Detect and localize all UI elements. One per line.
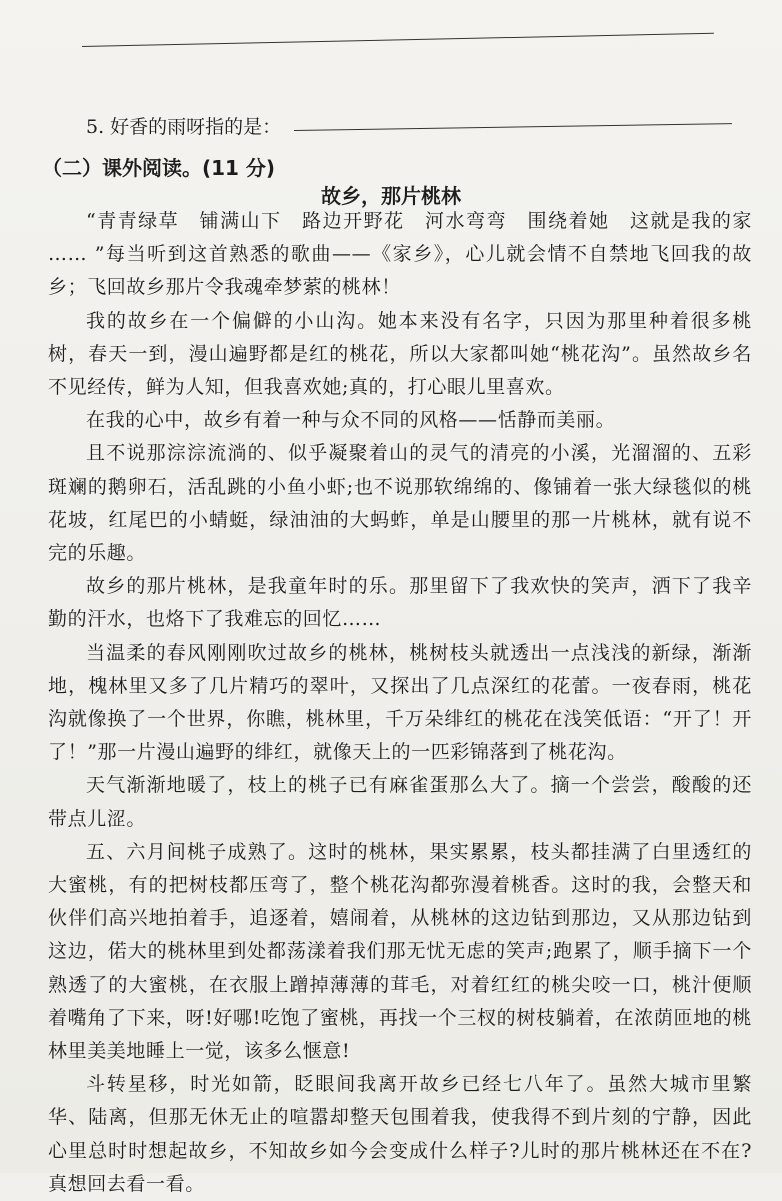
paragraph: 当温柔的春风刚刚吹过故乡的桃林，桃树枝头就透出一点浅浅的新绿，渐渐地，槐林里又多了几片精巧的翠叶，又探出了几点深红的花蕾。一夜春雨，桃花沟就像换了一个世界，你瞧，桃林里，千万朵绯红的桃花在浅笑低语：“开了！开了！”那一片漫山遍野的绯红，就像天上的一匹彩锦落到了桃花沟。	[48, 641, 752, 764]
article-title: 故乡，那片桃林	[321, 184, 461, 208]
question-5-label: 5. 好香的雨呀指的是：	[86, 116, 282, 138]
paragraph: “青青绿草 铺满山下 路边开野花 河水弯弯 围绕着她 这就是我的家 …… ”每当听到这首熟悉的歌曲——《家乡》，心儿就会情不自禁地飞回我的故乡；飞回故乡那片令我魂牵梦萦的桃林！	[48, 210, 752, 299]
question-5-answer-line[interactable]	[294, 123, 732, 131]
paragraph: 斗转星移，时光如箭，眨眼间我离开故乡已经七八年了。虽然大城市里繁华、陆离，但那无休无止的喧嚣却整天包围着我，使我得不到片刻的宁静，因此心里总时时想起故乡，不知故乡如今会变成什么样子?儿时的那片桃林还在不在?真想回去看一看。	[48, 1073, 752, 1195]
paragraph: 天气渐渐地暖了，枝上的桃子已有麻雀蛋那么大了。摘一个尝尝，酸酸的还带点儿涩。	[48, 774, 752, 830]
paragraph: 故乡的那片桃林，是我童年时的乐。那里留下了我欢快的笑声，洒下了我辛勤的汗水，也烙下了我难忘的回忆……	[48, 575, 752, 631]
article-body	[48, 205, 752, 1201]
paragraph: 五、六月间桃子成熟了。这时的桃林，果实累累，枝头都挂满了白里透红的大蜜桃，有的把树枝都压弯了，整个桃花沟都弥漫着桃香。这时的我，会整天和伙伴们高兴地拍着手，追逐着，嬉闹着，从桃林的这边钻到那边，又从那边钻到这边，偌大的桃林里到处都荡漾着我们那无忧无虑的笑声;跑累了，顺手摘下一个熟透了的大蜜桃，在衣服上蹭掉薄薄的茸毛，对着红红的桃尖咬一口，桃汁便顺着嘴角了下来，呀!好哪!吃饱了蜜桃，再找一个三杈的树枝躺着，在浓荫匝地的桃林里美美地睡上一觉，该多么惬意!	[48, 840, 752, 1063]
question-5	[86, 112, 281, 139]
section-title: （二）课外阅读。(11 分)	[42, 156, 276, 180]
answer-line-top[interactable]	[82, 33, 714, 47]
paragraph: 且不说那淙淙流淌的、似乎凝聚着山的灵气的清亮的小溪，光溜溜的、五彩斑斓的鹅卵石，活乱跳的小鱼小虾;也不说那软绵绵的、像铺着一张大绿毯似的桃花坡，红尾巴的小蜻蜓，绿油油的大蚂蚱，单是山腰里的那一片桃林，就有说不完的乐趣。	[48, 442, 752, 565]
paragraph: 在我的心中，故乡有着一种与众不同的风格——恬静而美丽。	[86, 409, 616, 432]
paragraph: 我的故乡在一个偏僻的小山沟。她本来没有名字，只因为那里种着很多桃树，春天一到，漫山遍野都是红的桃花，所以大家都叫她“桃花沟”。虽然故乡名不见经传，鲜为人知，但我喜欢她;真的，打心眼儿里喜欢。	[48, 309, 752, 399]
